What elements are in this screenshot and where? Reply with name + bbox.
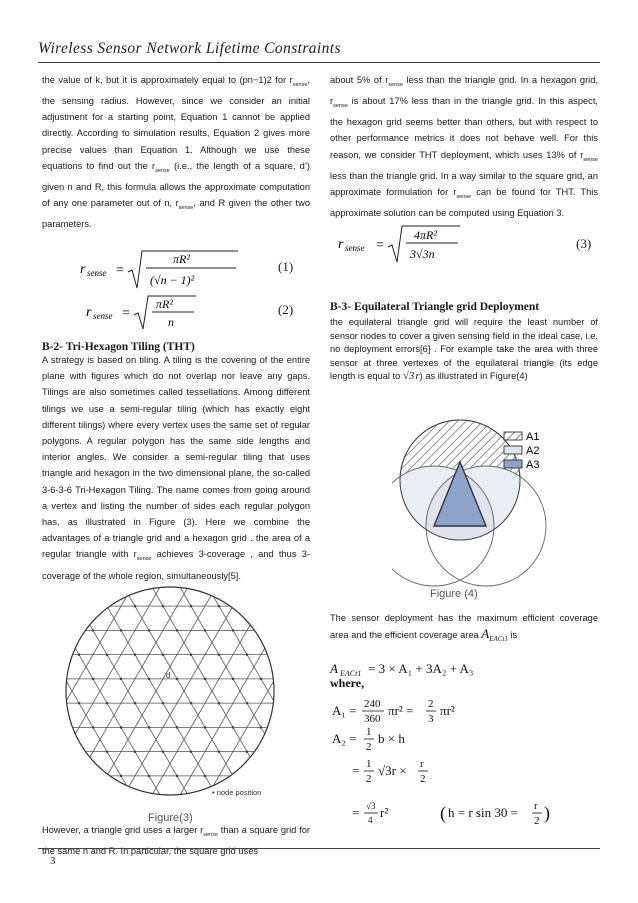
sqrt3-r: √3 r [402,370,420,383]
node-position [190,702,193,705]
svg-text:πR²: πR² [156,297,173,311]
svg-text:4: 4 [368,815,373,825]
figure-3 [62,585,302,813]
svg-text:r: r [420,758,424,770]
svg-text:=: = [352,805,360,820]
svg-text:=: = [116,263,124,278]
svg-text:=: = [122,306,130,321]
svg-text:360: 360 [364,713,381,725]
svg-text:A: A [330,661,338,676]
node-position [106,653,109,656]
grid-line [81,585,281,813]
node-position [162,702,165,705]
grid-line [186,585,303,813]
grid-line [62,585,155,813]
node-position [204,629,207,632]
heading-b3: B-3- Equilateral Triangle grid Deployment [330,301,540,313]
svg-text:): ) [544,803,550,823]
legend-label-a1: A1 [526,431,540,443]
node-position [120,726,123,729]
node-position [176,678,179,681]
left-paragraph-1: the value of k, but it is approximately equal to (pn−1)2 for $r_{sense}$, the sensing radius. However, since we consider an initial adjustment for a starting point, Equation 1 cannot be applied directly. According to simulation results, Equation 2 gives more precise values than Equation 1. Although we use these equations to find out the $r_{sense}$ (i.e., the length of a square, d’) given n and R, this formula allows the approximate computation of any one parameter out of n, $r_{sense}$, and R given the other two parameters. [42,75,311,230]
node-position [92,726,95,729]
svg-text:(: ( [440,803,446,823]
svg-text:b × h: b × h [378,731,405,746]
node-position [134,653,137,656]
grid-line [62,585,218,813]
node-position [190,653,193,656]
svg-text:1: 1 [366,758,372,770]
node-position [232,629,235,632]
svg-text:4πR²: 4πR² [414,228,437,242]
node-position [176,775,179,778]
svg-text:3: 3 [428,713,434,725]
node-position [92,629,95,632]
node-position [106,702,109,705]
figure-3-caption: Figure(3) [148,812,193,824]
svg-text:√3r ×: √3r × [378,763,407,778]
node-position [162,653,165,656]
node-position [246,702,249,705]
node-position [78,702,81,705]
legend-swatch-a3 [504,460,522,468]
node-position [204,775,207,778]
equation-1 [78,248,303,292]
grid-line [165,585,303,813]
svg-text:sense: sense [93,311,113,321]
grid-line [62,585,134,785]
node-position [176,629,179,632]
right-paragraph-2: the equilateral triangle grid will require the least number of sensor nodes to cover a given sensing field in the ideal case, i.e. no deployment errors[6] . For example take the area with three sensor at three vertexes of the equilateral triangle (its edge length is equal to √3 r) as illustrated in Figure(4) [330,317,598,383]
node-position [148,775,151,778]
svg-text:h = r sin 30 =: h = r sin 30 = [448,805,518,820]
grid-line [102,585,302,813]
figure-4-caption: Figure (4) [430,588,478,600]
node-position [260,678,263,681]
node-position [162,750,165,753]
node-position [106,750,109,753]
area-derivation [328,655,598,845]
node-position [218,653,221,656]
grid-line [62,585,260,813]
legend-label-a2: A2 [526,445,540,457]
svg-text:3√3n: 3√3n [410,247,435,261]
svg-text:(√n − 1)²: (√n − 1)² [150,273,195,287]
grid-line [144,585,303,813]
node-position [148,678,151,681]
svg-text:√3: √3 [366,801,376,811]
svg-text:2: 2 [534,815,540,827]
node-position [190,750,193,753]
node-position [218,750,221,753]
svg-text:sense: sense [87,268,107,278]
svg-text:=: = [376,238,384,253]
node-position [120,678,123,681]
legend-swatch-a1 [504,432,522,440]
grid-line [62,585,197,813]
svg-text:= 3 × A₁ + 3A₂ + A₃: = 3 × A₁ + 3A₂ + A₃ [368,661,474,676]
equation-3-label: (3) [576,236,592,251]
svg-text:r: r [86,305,92,320]
grid-line [102,585,302,813]
grid-line [62,585,218,813]
grid-line [123,585,303,813]
svg-text:r: r [80,262,86,277]
equation-2 [84,293,244,333]
grid-line [62,585,197,813]
svg-text:1: 1 [366,726,372,738]
right-paragraph-3: The sensor deployment has the maximum efficient coverage area and the efficient coverage area $A_{EACt1}$ is [330,613,598,644]
svg-text:2: 2 [366,773,372,785]
node-position [218,702,221,705]
svg-text:=: = [352,763,360,778]
fig3-d-label: d [166,671,171,680]
heading-b2: B-2- Tri-Hexagon Tiling (THT) [42,341,195,353]
node-position [162,605,165,608]
svg-text:n: n [168,315,174,329]
svg-text:A₁ =: A₁ = [332,703,357,718]
node-position [190,605,193,608]
where-label: where, [330,676,365,690]
left-paragraph-3: However, a triangle grid uses a larger $r_{sense}$ than a square grid for the same n and R. In particular, the square grid uses [42,825,310,857]
equation-2-label: (2) [278,302,294,317]
svg-text:2: 2 [420,773,426,785]
svg-text:2: 2 [428,698,434,710]
node-position [148,726,151,729]
grid-line [62,585,176,813]
figure-4 [392,410,592,590]
svg-text:r: r [534,800,538,812]
node-position [134,605,137,608]
equation-1-label: (1) [278,259,294,274]
svg-text:πR²: πR² [173,252,190,266]
legend-label-a3: A3 [526,459,540,471]
svg-text:πr²: πr² [440,703,455,718]
node-position [218,605,221,608]
page-number: 3 [50,855,56,867]
node-position [204,726,207,729]
node-position [134,750,137,753]
right-paragraph-1: about 5% of $r_{sense}$ less than the triangle grid. In a hexagon grid, $r_{sense}$ is about 17% less than in the triangle grid. In this aspect, the hexagon grid seems better than others, but with respect to other performance metrics it does not behave well. For this reason, we consider THT deployment, which uses 13% of $r_{sense}$ less than the triangle grid. In a way similar to the square grid, an approximate formulation for $r_{sense}$ can be found for THT. This approximate solution can be computed using Equation 3. [330,75,598,218]
node-position [176,726,179,729]
svg-text:EACt1: EACt1 [340,669,362,678]
node-position [92,678,95,681]
svg-text:2: 2 [366,741,372,753]
svg-text:sense: sense [345,243,365,253]
legend-swatch-a2 [504,446,522,454]
svg-text:r²: r² [380,805,389,820]
svg-text:πr² =: πr² = [388,703,414,718]
footer-rule [38,848,600,849]
grid-line [62,597,134,813]
fig3-legend: • node position [212,788,262,797]
svg-text:240: 240 [364,698,381,710]
header-rule [38,62,600,63]
node-position [204,678,207,681]
node-position [78,653,81,656]
grid-line [144,585,303,813]
node-position [120,629,123,632]
svg-text:r: r [338,237,344,252]
node-position [260,726,263,729]
equation-3 [336,222,496,266]
node-position [120,775,123,778]
left-paragraph-2: A strategy is based on tiling. A tiling is the covering of the entire plane with figures which do not overlap nor leave any gaps. Tilings are also sometimes called tessellations. Among different tilings we use a semi-regular tiling (which has exactly eight different tilings) where every vertex uses the same set of regular polygons. A regular polygon has the same side lengths and interior angles. We consider a semi-regular tiling that uses triangle and hexagon in the two dimensional plane, the so-called 3-6-3-6 Tri-Hexagon Tiling. The name comes from going around a vertex and listing the number of sides each regular polygon has, as illustrated in Figure (3). Here we combine the advantages of a triangle grid and a hexagon grid . the area of a regular triangle with $r_{sense}$ achieves 3-coverage , and thus 3-coverage of the whole region, simultaneously[5]. [42,355,310,581]
node-position [246,750,249,753]
node-position [232,726,235,729]
tri-hexagon-grid [62,585,302,813]
node-position [148,629,151,632]
svg-text:A₂ =: A₂ = [332,731,357,746]
grid-line [123,585,303,813]
node-position [246,653,249,656]
running-header: Wireless Sensor Network Lifetime Constraints [38,40,341,57]
grid-line [81,585,281,813]
node-position [232,678,235,681]
node-position [134,702,137,705]
